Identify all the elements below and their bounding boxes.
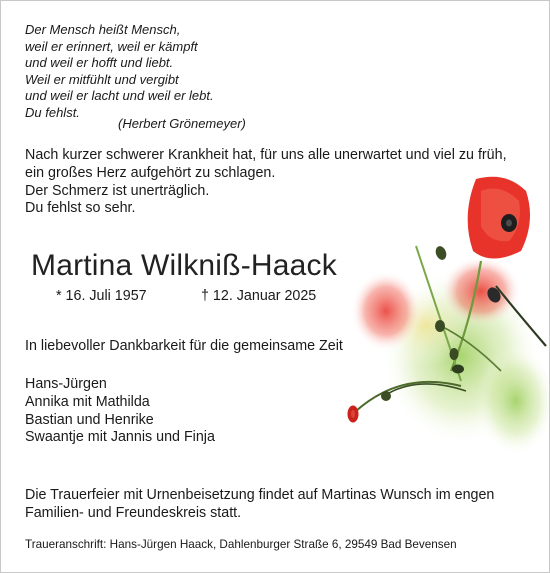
death-date: † 12. Januar 2025 [201,288,317,304]
poem-line: Weil er mitfühlt und vergibt [25,71,179,87]
mourner-entry: Swaantje mit Jannis und Finja [25,429,215,446]
mourning-address: Traueranschrift: Hans-Jürgen Haack, Dahlenburger Straße 6, 29549 Bad Bevensen [25,538,457,551]
intro-line: Der Schmerz ist unerträglich. [25,182,210,199]
poem-line: Der Mensch heißt Mensch, [25,22,181,37]
birth-date: * 16. Juli 1957 [56,288,147,304]
deceased-name: Martina Wilkniß-Haack [31,249,337,282]
intro-line: ein großes Herz aufgehört zu schlagen. [25,164,276,181]
intro-line: Du fehlst so sehr. [25,200,136,217]
mourner-entry: Annika mit Mathilda [25,393,150,410]
poem-author: (Herbert Grönemeyer) [118,116,246,131]
mourners-list [25,376,215,447]
poem-line: weil er erinnert, weil er kämpft [25,38,198,54]
mourner-entry: Bastian und Henrike [25,411,154,428]
funeral-notice [25,487,494,523]
poem-line: Du fehlst. [25,104,80,120]
poem-line: und weil er lacht und weil er lebt. [25,88,214,104]
poem-line: und weil er hofft und liebt. [25,55,174,71]
intro-line: Nach kurzer schwerer Krankheit hat, für uns alle unerwartet und viel zu früh, [25,147,507,163]
funeral-line: Familien- und Freundeskreis statt. [25,504,242,521]
mourner-entry: Hans-Jürgen [25,376,107,392]
life-dates [56,288,317,304]
intro-text [25,147,507,218]
funeral-line: Die Trauerfeier mit Urnenbeisetzung findet auf Martinas Wunsch im engen [25,487,495,503]
poem [25,22,214,122]
gratitude-line: In liebevoller Dankbarkeit für die gemeinsame Zeit [25,338,343,354]
